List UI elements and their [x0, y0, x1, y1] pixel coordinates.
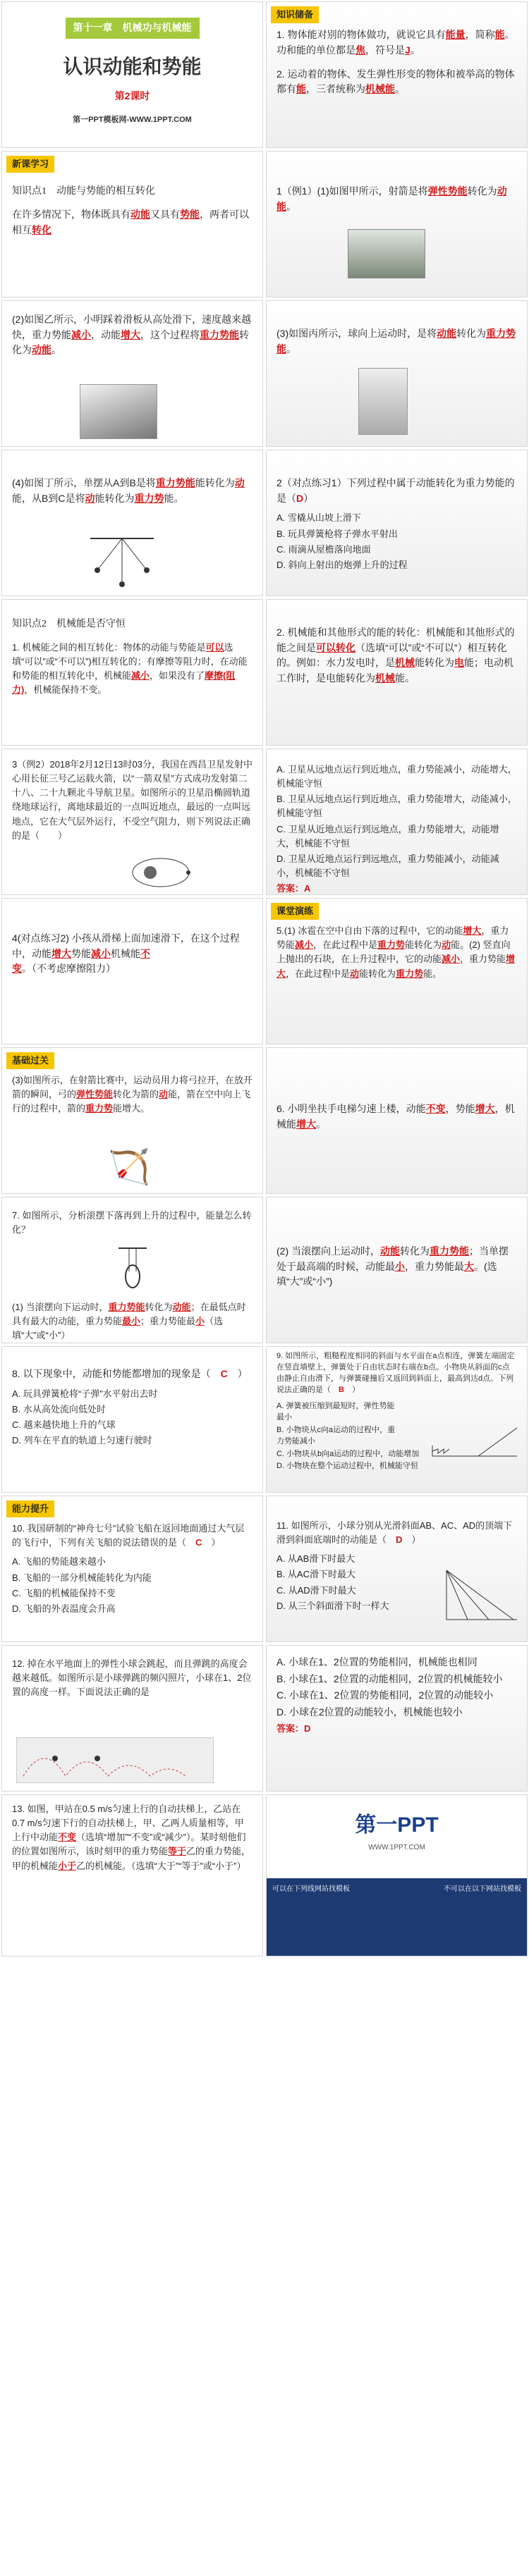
option-c[interactable]: C. 从AD滑下时最大 — [276, 1584, 356, 1596]
slide-q1-archery[interactable] — [266, 151, 528, 297]
knowledge-text: 在许多情况下，物体既具有动能又具有势能，两者可以相互转化 — [12, 209, 249, 236]
question-text: 12. 掉在水平地面上的弹性小球会跳起，而且弹跳的高度会越来越低。如图所示是小球弹跳的频闪照片，小球在1、2位置的高度一样。下面说法正确的是 — [12, 1658, 252, 1698]
answer-text: 答案：D — [276, 1723, 311, 1734]
archery-image — [348, 229, 425, 278]
slide-practice[interactable] — [266, 898, 528, 1044]
section-tag: 课堂演练 — [271, 903, 319, 920]
option-a[interactable]: A. 弹簧被压缩到最短时，弹性势能最小 — [276, 1401, 395, 1422]
incline-diagram — [429, 1424, 521, 1460]
slide-q3-satellite[interactable] — [1, 748, 263, 895]
option-a[interactable]: A. 卫星从远地点运行到近地点，重力势能减小，动能增大，机械能守恒 — [276, 764, 517, 789]
skateboard-image — [80, 384, 157, 439]
option-a[interactable]: A. 玩具弹簧枪将“子弹”水平射出去时 — [12, 1388, 158, 1399]
question-text: 7. 如图所示，分析滚摆下落再到上升的过程中，能量怎么转化？ — [12, 1210, 252, 1235]
option-b[interactable]: B. 飞船的一部分机械能转化为内能 — [12, 1572, 152, 1583]
slide-q12-options[interactable] — [266, 1645, 528, 1792]
option-c[interactable]: C. 越来越快地上升的气球 — [12, 1419, 116, 1430]
section-tag: 基础过关 — [6, 1052, 54, 1069]
knowledge-point-heading: 知识点1 动能与势能的相互转化 — [12, 186, 155, 197]
yoyo-diagram — [111, 1247, 154, 1289]
slide-q9[interactable] — [266, 1346, 528, 1493]
slide-energy-conversion[interactable] — [266, 599, 528, 746]
slide-q2[interactable] — [266, 450, 528, 596]
slide-knowledge-reserve[interactable] — [266, 1, 528, 148]
slopes-diagram — [443, 1567, 521, 1623]
slide-skateboard[interactable] — [1, 300, 263, 447]
slide-q12[interactable] — [1, 1645, 263, 1792]
footer-text: 第一PPT模板网-WWW.1PPT.COM — [73, 115, 192, 124]
slide-q8[interactable] — [1, 1346, 263, 1493]
orbit-diagram — [129, 855, 193, 890]
slide-ball[interactable] — [266, 300, 528, 447]
slide-pendulum[interactable] — [1, 450, 263, 596]
question-text: 4(对点练习2) 小孩从滑梯上面加速滑下，在这个过程中，动能增大势能减小机械能不变。（不考虑摩擦阻力） — [12, 932, 240, 975]
slide-conservation[interactable] — [1, 599, 263, 746]
slide-q13[interactable] — [1, 1794, 263, 1956]
question-text: 3（例2）2018年2月12日13时03分，我国在西昌卫星发射中心用长征三号乙运载火箭，以“一箭双星”方式成功发射第二十八、二十九颗北斗导航卫星。如图所示的卫星沿椭圆轨道绕地球运行，离地球最近的一点叫近地点，最远的一点叫远地点，它在大气层外运行，不受空气阻力，则下列说法正确的是（ ） — [12, 759, 253, 841]
question-text: 6. 小明坐扶手电梯匀速上楼，动能不变，势能增大，机械能增大。 — [276, 1103, 515, 1130]
option-d[interactable]: D. 飞船的外表温度会升高 — [12, 1603, 116, 1614]
question-text: 11. 如图所示，小球分别从光滑斜面AB、AC、AD的顶端下滑到斜面底端时的动能是（ D ） — [276, 1520, 513, 1546]
option-b[interactable]: B. 水从高处流向低处时 — [12, 1403, 106, 1415]
slide-q7-part2[interactable] — [266, 1197, 528, 1343]
slide-q11[interactable] — [266, 1496, 528, 1642]
option-c[interactable]: C. 小球在1、2位置的势能相同，2位置的动能较小 — [276, 1689, 494, 1701]
slide-ending[interactable] — [266, 1794, 528, 1956]
section-tag: 新课学习 — [6, 156, 54, 173]
bounce-photo — [16, 1737, 214, 1783]
option-a[interactable]: A. 小球在1、2位置的势能相同，机械能也相同 — [276, 1656, 478, 1668]
option-c[interactable]: C. 雨滴从屋檐落向地面 — [276, 543, 371, 555]
pendulum-diagram — [83, 535, 161, 591]
slide-q7-yoyo[interactable] — [1, 1197, 263, 1343]
question-text: 9. 如图所示，粗糙程度相同的斜面与水平面在a点相连，弹簧左端固定在竖直墙壁上，弹簧处于自由状态时右端在b点。小物块从斜面的c点由静止自由滑下，与弹簧碰撞后又返回到斜面上，最高到达d点。下列说法正确的是（ B ） — [276, 1352, 515, 1394]
slide-ability[interactable] — [1, 1496, 263, 1642]
option-a[interactable]: A. 从AB滑下时最大 — [276, 1553, 355, 1565]
answer-text: (1) 当滚摆向下运动时，重力势能转化为动能；在最低点时具有最大的动能，重力势能最小；重力势能最小（选填“大”或“小”） — [12, 1302, 246, 1341]
option-d[interactable]: D. 斜向上射出的炮弹上升的过程 — [276, 559, 408, 570]
question-text: 13. 如图，甲站在0.5 m/s匀速上行的自动扶梯上，乙站在0.7 m/s匀速下行的自动扶梯上，甲、乙两人质量相等，甲上行中动能不变（选填“增加”“不变”或“减少”）。某时刻他们的位置如图所示，该时刻甲的重力势能等于乙的重力势能，甲的机械能小于乙的机械能。（选填“大于”“等于”或“小于”） — [12, 1804, 251, 1871]
option-d[interactable]: D. 列车在平直的轨道上匀速行驶时 — [12, 1435, 152, 1446]
option-d[interactable]: D. 小球在2位置的动能较小，机械能也较小 — [276, 1706, 463, 1718]
section-tag: 能力提升 — [6, 1500, 54, 1517]
question-text: 2（对点练习1）下列过程中属于动能转化为重力势能的是（D） — [276, 477, 515, 504]
knowledge-point-heading: 知识点2 机械能是否守恒 — [12, 619, 126, 629]
option-c[interactable]: C. 卫星从近地点运行到远地点，重力势能增大，动能增大，机械能不守恒 — [276, 823, 499, 849]
lesson-title: 认识动能和势能 — [63, 55, 202, 78]
ball-image — [358, 368, 408, 435]
footer-panel — [267, 1878, 527, 1956]
option-d[interactable]: D. 卫星从近地点运行到远地点，重力势能减小，动能减小，机械能不守恒 — [276, 853, 499, 878]
slide-q4-slide[interactable] — [1, 898, 263, 1044]
lesson-subtitle: 第2课时 — [114, 90, 150, 102]
chapter-banner: 第十一章 机械功与机械能 — [66, 18, 200, 39]
question-text: (2)如图乙所示，小明踩着滑板从高处滑下，速度越来越快，重力势能减小，动能增大，这个过程将重力势能转化为动能。 — [12, 314, 252, 356]
knowledge-text: 1. 机械能之间的相互转化：物体的动能与势能是可以选填“可以”或“不可以”)相互转化的；有摩擦等阻力时，在动能和势能的相互转化中，机械能减小，如果没有了摩擦(阻力)，机械能保持不变。 — [12, 641, 248, 696]
answer-text: 答案：A — [276, 883, 311, 894]
slide-basic[interactable] — [1, 1047, 263, 1194]
archer-image: 🏹 — [108, 1149, 150, 1186]
footer-column-2: 不可以在以下网站找模板 — [444, 1885, 521, 1893]
question-text: (4)如图丁所示，单摆从A到B是将重力势能能转化为动能，从B到C是将动能转化为重力势能。 — [12, 477, 245, 504]
option-b[interactable]: B. 玩具弹簧枪将子弹水平射出 — [276, 528, 398, 539]
question-text: 1（例1）(1)如图甲所示，射箭是将弹性势能转化为动能。 — [276, 185, 507, 212]
option-a[interactable]: A. 飞船的势能越来越小 — [12, 1556, 106, 1567]
slide-q6-escalator[interactable] — [266, 1047, 528, 1194]
option-c[interactable]: C. 小物块从b向a运动的过程中，动能增加 — [276, 1449, 420, 1458]
reserve-text-1: 1. 物体能对别的物体做功，就说它具有能量，简称能。功和能的单位都是焦，符号是J。 — [276, 29, 515, 56]
option-b[interactable]: B. 小球在1、2位置的动能相同，2位置的机械能较小 — [276, 1672, 503, 1684]
option-d[interactable]: D. 从三个斜面滑下时一样大 — [276, 1600, 389, 1611]
option-a[interactable]: A. 雪橇从山坡上滑下 — [276, 512, 361, 524]
question-text: (3)如图丙所示，球向上运动时，是将动能转化为重力势能。 — [276, 328, 516, 355]
question-text: 8. 以下现象中，动能和势能都增加的现象是（ C ） — [12, 1368, 248, 1379]
question-text: 10. 我国研制的“神舟七号”试验飞船在返回地面通过大气层的飞行中，下列有关飞船的说法错误的是（ C ） — [12, 1523, 245, 1548]
question-text: 5.(1) 冰雹在空中自由下落的过程中，它的动能增大，重力势能减小，在此过程中是重力势能转化为动能。(2) 竖直向上抛出的石块，在上升过程中，它的动能减小，重力势能增大，在此过程中是动能转化为重力势能。 — [276, 925, 516, 979]
question-text: (3)如图所示，在射箭比赛中，运动员用力将弓拉开，在放开箭的瞬间，弓的弹性势能转化为箭的动能，箭在空中向上飞行的过程中，箭的重力势能增大。 — [12, 1075, 253, 1114]
section-tag: 知识储备 — [271, 6, 319, 23]
slide-title[interactable] — [1, 1, 263, 148]
slide-q3-options[interactable] — [266, 748, 528, 895]
reserve-text-2: 2. 运动着的物体、发生弹性形变的物体和被举高的物体都有能，三者统称为机械能。 — [276, 68, 515, 95]
option-b[interactable]: B. 卫星从远地点运行到近地点，重力势能增大，动能减小，机械能守恒 — [276, 794, 517, 819]
brand-logo: 第一PPT — [355, 1813, 439, 1837]
option-b[interactable]: B. 从AC滑下时最大 — [276, 1569, 355, 1580]
slide-new-lesson[interactable] — [1, 151, 263, 297]
brand-url[interactable]: WWW.1PPT.COM — [368, 1843, 425, 1851]
answer-text: (2) 当滚摆向上运动时，动能转化为重力势能；当单摆处于最高端的时候，动能最小，重力势能最大。(选填“大”或“小”) — [276, 1245, 509, 1288]
footer-column-1: 可以在下列线网站找模板 — [272, 1885, 350, 1893]
option-b[interactable]: B. 小物块从c向a运动的过程中，重力势能减小 — [276, 1425, 396, 1446]
option-d[interactable]: D. 小物块在整个运动过程中，机械能守恒 — [276, 1462, 419, 1471]
option-c[interactable]: C. 飞船的机械能保持不变 — [12, 1587, 116, 1598]
knowledge-text: 2. 机械能和其他形式的能的转化：机械能和其他形式的能之间是可以转化（选填“可以”或“不可以”）相互转化的。例如：水力发电时，是机械能转化为电能；电动机工作时，是电能转化为机械能。 — [276, 627, 515, 684]
